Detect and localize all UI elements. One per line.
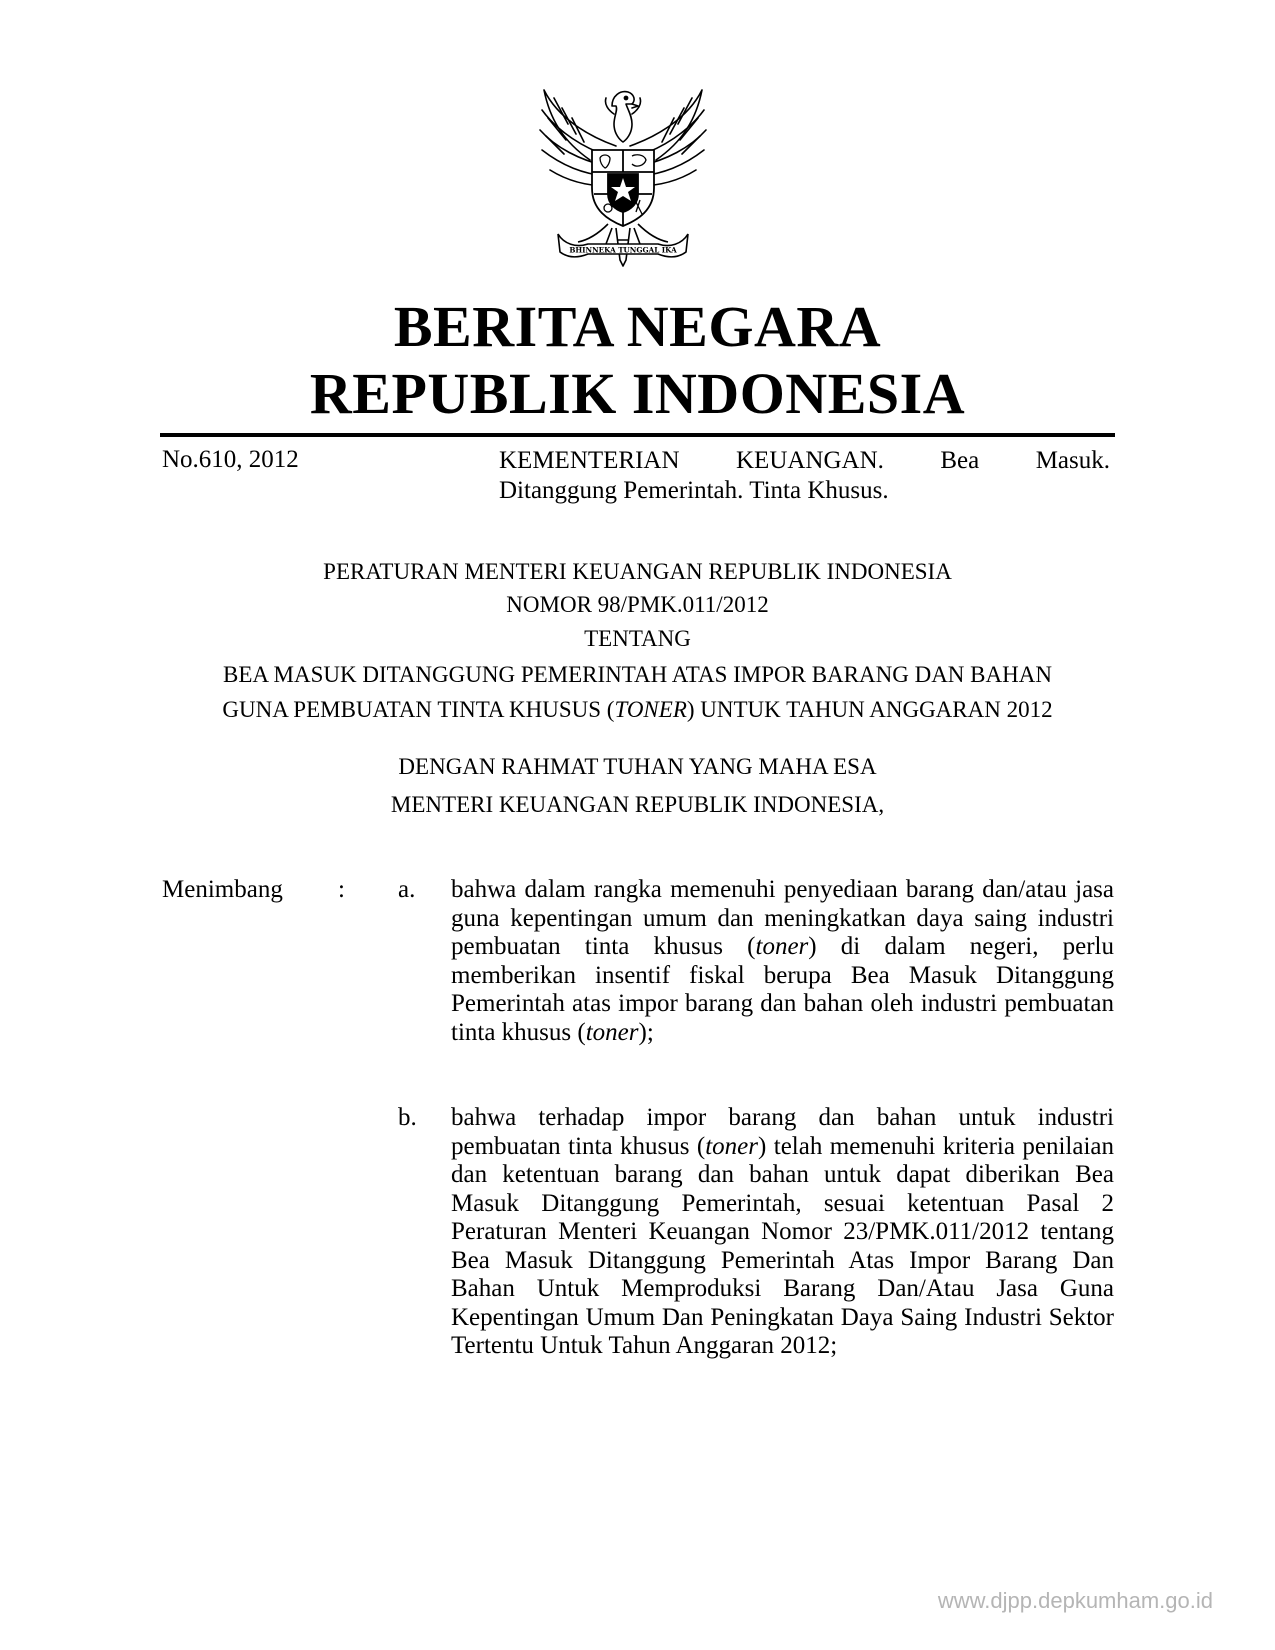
masthead-line-1: BERITA NEGARA [393, 294, 882, 359]
preamble-line-2: MENTERI KEUANGAN REPUBLIK INDONESIA, [390, 792, 885, 817]
subject-text: GUNA PEMBUATAN TINTA KHUSUS ( [222, 697, 615, 722]
header-divider [160, 433, 1115, 437]
regulation-subject-line-1: BEA MASUK DITANGGUNG PEMERINTAH ATAS IMPOR BARANG DAN BAHAN [223, 662, 1052, 687]
regulation-about: TENTANG [584, 626, 691, 651]
consideration-a-italic-2: toner [585, 1018, 639, 1046]
consideration-b-part-1: bahwa terhadap impor barang dan bahan untuk industri pembuatan tinta khusus ( [451, 1104, 1114, 1160]
gazette-topic-line-2: Ditanggung Pemerintah. Tinta Khusus. [499, 477, 889, 504]
consideration-b-part-2: ) telah memenuhi kriteria penilaian dan ketentuan barang dan bahan untuk dapat diberikan Bea Masuk Ditanggung Pemerintah, sesuai ketentuan Pasal 2 Peraturan Menteri Keuangan Nomor 23/PMK.011/2012 tentang Bea Masuk Ditanggung Pemerintah Atas Impor Barang Dan Bahan Untuk Memproduksi Barang Dan/Atau Jasa Guna Kepentingan Umum Dan Peningkatan Daya Saing Industri Sektor Tertentu Untuk Tahun Anggaran 2012; [451, 1132, 1114, 1359]
consideration-text-a [451, 876, 1114, 1047]
consideration-a-italic-1: toner [755, 933, 809, 960]
regulation-number: NOMOR 98/PMK.011/2012 [506, 592, 769, 617]
consideration-b-italic-1: toner [705, 1132, 758, 1160]
consideration-a-part-3: ); [638, 1018, 654, 1046]
masthead-line-2: REPUBLIK INDONESIA [309, 361, 966, 426]
consideration-letter-b: b. [398, 1104, 417, 1131]
preamble-line-1: DENGAN RAHMAT TUHAN YANG MAHA ESA [398, 754, 877, 779]
gazette-number: No.610, 2012 [162, 446, 299, 473]
consideration-a-part-2: ) di dalam negeri, perlu memberikan insentif fiskal berupa Bea Masuk Ditanggung Pemerintah atas impor barang dan bahan oleh industri pembuatan tinta khusus ( [451, 933, 1115, 1046]
considerations-colon: : [338, 876, 345, 903]
regulation-subject-line-2 [0, 698, 1275, 721]
consideration-letter-a: a. [398, 876, 416, 903]
regulation-title: PERATURAN MENTERI KEUANGAN REPUBLIK INDONESIA [323, 559, 952, 584]
subject-text-end: ) UNTUK TAHUN ANGGARAN 2012 [686, 697, 1053, 722]
subject-italic-term: TONER [614, 697, 687, 722]
consideration-text-b [451, 1104, 1114, 1361]
gazette-topic-line-1: KEMENTERIAN KEUANGAN. Bea Masuk. [499, 447, 1110, 474]
gazette-topic [499, 446, 1110, 506]
consideration-a-part-1: bahwa dalam rangka memenuhi penyediaan barang dan/atau jasa guna kepentingan umum dan meningkatkan daya saing industri pembuatan tinta khusus ( [451, 876, 1114, 960]
emblem-motto: BHINNEKA TUNGGAL IKA [569, 245, 677, 255]
considerations-label: Menimbang [162, 876, 283, 903]
garuda-pancasila-emblem-icon [528, 84, 718, 270]
source-watermark: www.djpp.depkumham.go.id [937, 1588, 1213, 1613]
